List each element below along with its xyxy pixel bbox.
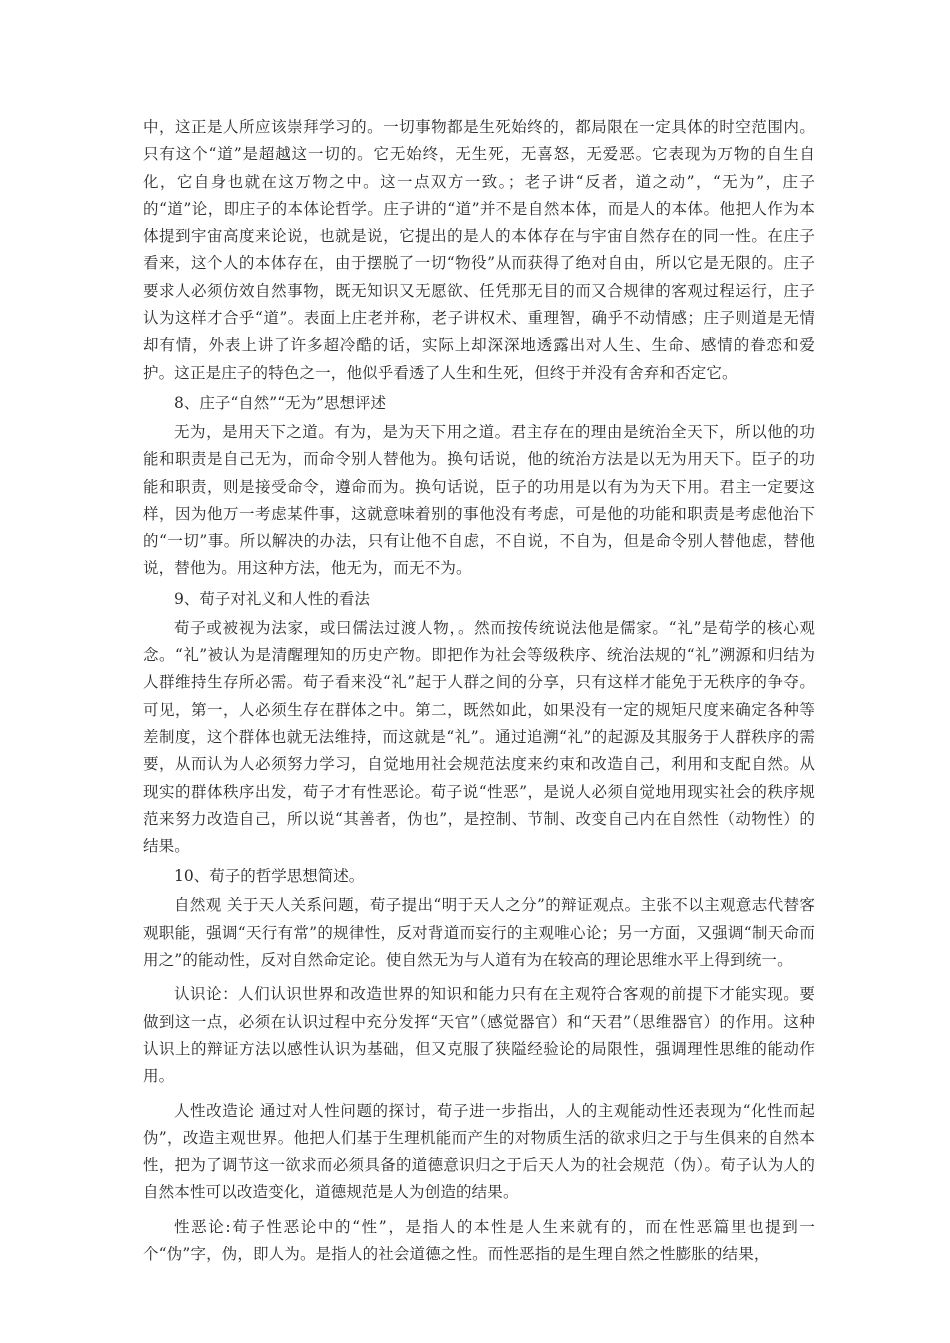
paragraph-xunzi-li: 荀子或被视为法家，或曰儒法过渡人物，。然而按传统说法他是儒家。“礼”是荀学的核心观念。“礼”被认为是清醒理知的历史产物。即把作为社会等级秩序、统治法规的“礼”溯源和归结为人群维持生存所必需。荀子看来没“礼”起于人群之间的分享，只有这样才能免于无秩序的争夺。可见，第一，人必须生存在群体之中。第二，既然如此，如果没有一定的规矩尺度来确定各种等差制度，这个群体也就无法维持，而这就是“礼”。通过追溯“礼”的起源及其服务于人群秩序的需要，从而认为人必须努力学习，自觉地用社会规范法度来约束和改造自己，利用和支配自然。从现实的群体秩序出发，荀子才有性恶论。荀子说“性恶”，是说人必须自觉地用现实社会的秩序规范来努力改造自己，所以说“其善者，伪也”，是控制、节制、改变自己内在自然性（动物性）的结果。 [143,618,815,856]
section-heading-8: 8、庄子“自然”“无为”思想评述 [174,393,387,412]
document-page [143,114,815,1268]
paragraph-renshilun: 认识论：人们认识世界和改造世界的知识和能力只有在主观符合客观的前提下才能实现。要做到这一点，必须在认识过程中充分发挥“天官”（感觉器官）和“天君”（思维器官）的作用。这种认识上的辩证方法以感性认识为基础，但又克服了狭隘经验论的局限性，强调理性思维的能动作用。 [143,985,815,1086]
paragraph-wuwei: 无为，是用天下之道。有为，是为天下用之道。君主存在的理由是统治全天下，所以他的功能和职责是自己无为，而命令别人替他为。换句话说，他的统治方法是以无为用天下。臣子的功能和职责，则是接受命令，遵命而为。换句话说，臣子的功用是以有为为天下用。君主一定要这样，因为他万一考虑某件事，这就意味着别的事他没有考虑，可是他的功能和职责是考虑他治下的“一切”事。所以解决的办法，只有让他不自虑，不自说，不自为，但是命令别人替他虑，替他说，替他为。用这种方法，他无为，而无不为。 [143,422,815,578]
section-heading-10: 10、荀子的哲学思想简述。 [174,867,365,886]
paragraph-ziranguan: 自然观 关于天人关系问题，荀子提出“明于天人之分”的辩证观点。主张不以主观意志代替客观职能，强调“天行有常”的规律性，反对背道而妄行的主观唯心论；另一方面，又强调“制天命而用之”的能动性，反对自然命定论。使自然无为与人道有为在较高的理论思维水平上得到统一。 [143,896,815,970]
section-heading-9: 9、荀子对礼义和人性的看法 [174,589,370,608]
paragraph-zhuangzi-dao: 中，这正是人所应该崇拜学习的。一切事物都是生死始终的，都局限在一定具体的时空范围内。只有这个“道”是超越这一切的。它无始终，无生死，无喜怒，无爱恶。它表现为万物的自生自化，它自身也就在这万物之中。这一点双方一致。；老子讲“反者，道之动”，“无为”，庄子的“道”论，即庄子的本体论哲学。庄子讲的“道”并不是自然本体，而是人的本体。他把人作为本体提到宇宙高度来论说，也就是说，它提出的是人的本体存在与宇宙自然存在的同一性。在庄子看来，这个人的本体存在，由于摆脱了一切“物役”从而获得了绝对自由，所以它是无限的。庄子要求人必须仿效自然事物，既无知识又无愿欲、任凭那无目的而又合规律的客观过程运行，庄子认为这样才合乎“道”。表面上庄老并称，老子讲权术、重理智，确乎不动情感；庄子则道是无情却有情，外表上讲了许多超冷酷的话，实际上却深深地透露出对人生、生命、感情的眷恋和爱护。这正是庄子的特色之一，他似乎看透了人生和生死，但终于并没有舍弃和否定它。 [143,118,815,382]
paragraph-xingelun: 性恶论:荀子性恶论中的“性”，是指人的本性是人生来就有的，而在性恶篇里也提到一个“伪”字，伪，即人为。是指人的社会道德之性。而性恶指的是生理自然之性膨胀的结果， [143,1217,815,1263]
paragraph-renxing-gaizao: 人性改造论 通过对人性问题的探讨，荀子进一步指出，人的主观能动性还表现为“化性而起伪”，改造主观世界。他把人们基于生理机能而产生的对物质生活的欲求归之于与生俱来的自然本性，把为了调节这一欲求而必须具备的道德意识归之于后天人为的社会规范（伪）。荀子认为人的自然本性可以改造变化，道德规范是人为创造的结果。 [143,1101,815,1202]
